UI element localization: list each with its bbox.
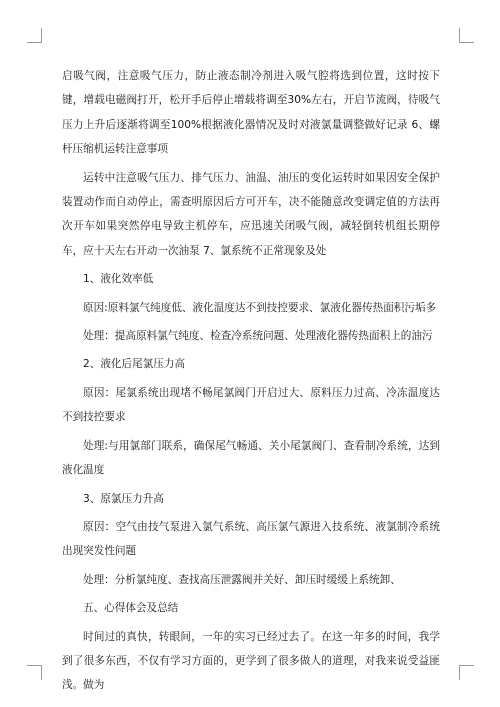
paragraph-continuation: 启吸气阀，注意吸气压力，防止液态制冷剂进入吸气腔将选到位置，这时按下键，增载电磁阀打开，松开手后停止增载将调至30%左右，开启节流阀，待吸气压力上升后逐渐将调至100%根据液化器情况及时对液氯量调整做好记录 6、螺杆压缩机运转注意事项	[62, 70, 440, 156]
section-heading-tail-pressure: 2、液化后尾氯压力高	[83, 358, 186, 371]
corner-mark-top-left	[27, 28, 42, 43]
corner-mark-bottom-right	[459, 665, 474, 680]
paragraph-summary: 时间过的真快，转眼间，一年的实习已经过去了。在这一年多的时间，我学到了很多东西，不仅有学习方面的，更学到了很多做人的道理，对我来说受益匪浅。做为	[62, 630, 440, 692]
paragraph-treatment-1: 处理：提高原料氯气纯度、检查冷系统问题、处理液化器传热面积上的油污	[83, 330, 433, 343]
section-heading-summary: 五、心得体会及总结	[83, 602, 179, 615]
paragraph-cause-1: 原因:原料氯气纯度低、液化温度达不到技控要求、氯液化器传热面积污垢多	[83, 301, 437, 314]
paragraph-treatment-3: 处理：分析氯纯度、查找高压泄露阀并关好、卸压时缓缓上系统卸、	[83, 573, 401, 586]
section-heading-raw-pressure: 3、原氯压力升高	[83, 492, 164, 505]
paragraph-cause-3: 原因：空气由技气泵进入氯气系统、高压氯气源进入技系统、液氯制冷系统出现突发性问题	[62, 520, 440, 558]
section-heading-low-efficiency: 1、液化效率低	[83, 273, 154, 286]
paragraph-cause-2: 原因：尾氯系统出现堵不畅尾氯阀门开启过大、原料压力过高、冷冻温度达不到技控要求	[62, 386, 440, 424]
corner-mark-top-right	[459, 28, 474, 43]
corner-mark-bottom-left	[27, 665, 42, 680]
paragraph-operation-notes: 运转中注意吸气压力、排气压力、油温、油压的变化运转时如果因安全保护装置动作而自动停止，需查明原因后方可开车，决不能随意改变调定值的方法再次开车如果突然停电导致主机停车，应迅速关闭吸气阀，减轻倒转机组长期停车，应十天左右开动一次油泵 7、氯系统不正常现象及处	[62, 171, 440, 257]
paragraph-treatment-2: 处理:与用氯部门联系，确保尾气畅通、关小尾氯阀门、查看制冷系统，达到液化温度	[62, 439, 440, 477]
document-body	[62, 64, 440, 698]
